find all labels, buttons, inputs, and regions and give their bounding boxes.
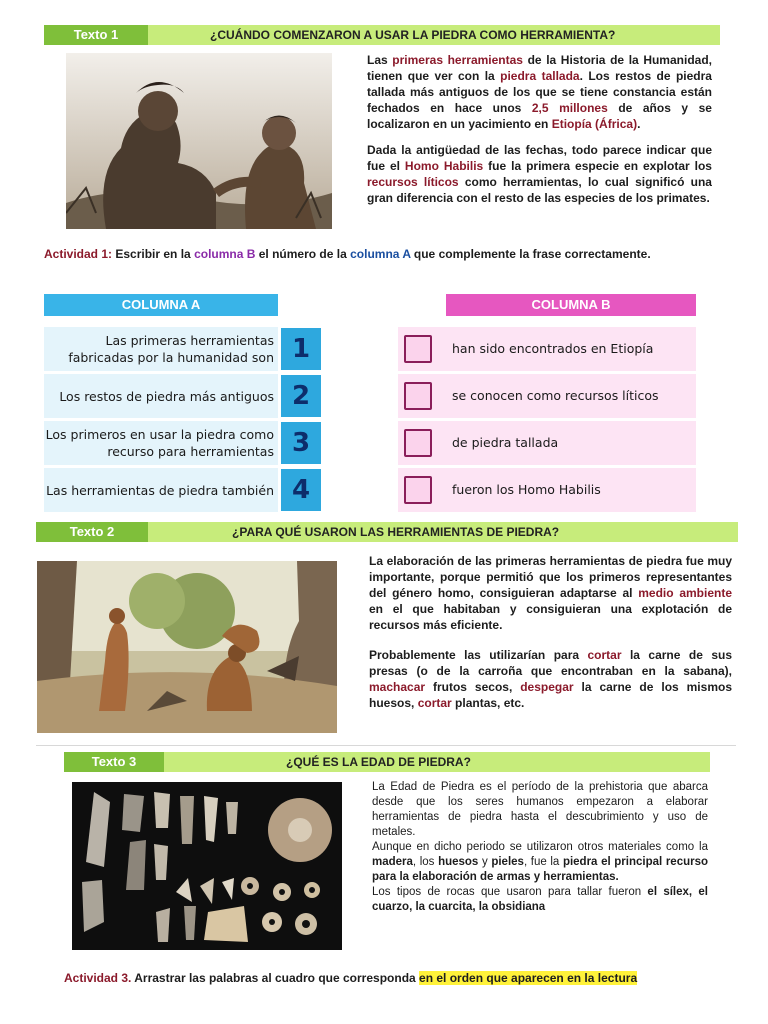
- keyword: cortar: [587, 648, 622, 662]
- text-run: y: [478, 856, 492, 868]
- text-run: la carne de los mismos huesos,: [369, 680, 732, 710]
- actividad-3-instruction: [64, 971, 637, 985]
- highlighted-text: en el orden que aparecen en la lectura: [419, 971, 638, 985]
- activity-label: Actividad 3.: [64, 971, 132, 985]
- keyword: el sílex, el cuarzo, la cuarcita, la obsidiana: [372, 886, 708, 913]
- columna-a-header: COLUMNA A: [44, 294, 278, 316]
- text-run: .: [637, 117, 641, 131]
- keyword: huesos: [438, 856, 479, 868]
- texto3-tag: Texto 3: [64, 752, 164, 772]
- text-run: como herramientas, lo cual significó una gran diferencia con el resto de las especies de los primates.: [367, 175, 712, 205]
- text-run: de años y se localizaron en un yacimiento en: [367, 101, 712, 131]
- prehistoric-scene-icon: [37, 561, 337, 733]
- keyword: piedra tallada: [500, 69, 580, 83]
- texto2-body: [369, 553, 732, 721]
- texto3-paragraph-2: [372, 840, 708, 885]
- columna-a-item-3: [44, 421, 278, 465]
- early-humans-icon: [66, 53, 332, 229]
- text-run: en el que habitaban y consiguieran una explotación de recursos más eficiente.: [369, 602, 732, 632]
- text-run: Dada la antigüedad de las fechas, todo parece indicar que fue el: [367, 143, 712, 173]
- keyword: Homo Habilis: [404, 159, 484, 173]
- text-run: Arrastrar las palabras al cuadro que corresponda: [131, 971, 420, 985]
- columna-b-text-4: fueron los Homo Habilis: [452, 482, 601, 497]
- columna-a-item-1: [44, 327, 278, 371]
- texto3-header: [64, 752, 710, 772]
- answer-box-3[interactable]: [404, 429, 432, 457]
- keyword: 2,5 millones: [531, 101, 608, 115]
- text-run: plantas, etc.: [451, 696, 525, 710]
- text-run: fue la primera especie en explotar los: [483, 159, 712, 173]
- texto3-body: [372, 780, 708, 915]
- keyword: cortar: [417, 696, 452, 710]
- keyword: madera: [372, 856, 413, 868]
- actividad-1-instruction: [44, 247, 651, 261]
- texto1-body: [367, 52, 712, 216]
- texto2-paragraph-2: [369, 647, 732, 711]
- texto2-tag: Texto 2: [36, 522, 148, 542]
- text-run: Los tipos de rocas que usaron para tallar fueron: [372, 886, 648, 898]
- columna-a-item-2: [44, 374, 278, 418]
- text-run: La elaboración de las primeras herramientas de piedra fue muy importante, porque permitió que los primeros representantes del: [369, 554, 732, 600]
- answer-box-1[interactable]: [404, 335, 432, 363]
- columna-a-number-1: 1: [281, 328, 321, 370]
- section-divider: [36, 745, 736, 746]
- text-run: Las: [367, 53, 393, 67]
- text-run: , los: [412, 856, 439, 868]
- texto1-title: ¿CUÁNDO COMENZARON A USAR LA PIEDRA COMO HERRAMIENTA?: [210, 28, 616, 42]
- early-humans-illustration: [66, 53, 332, 229]
- texto1-paragraph-2: [367, 142, 712, 206]
- keyword: género homo: [392, 586, 471, 600]
- texto3-paragraph-1: La Edad de Piedra es el período de la prehistoria que abarca desde que los seres humanos empezaron a elaborar herramientas de piedra hasta el descubrimiento y uso de metales.: [372, 781, 708, 838]
- columna-b-header: COLUMNA B: [446, 294, 696, 316]
- text-run: la carne de sus presas (o de la carroña que encontraban en la sabana),: [369, 648, 732, 678]
- keyword: recursos líticos: [367, 175, 459, 189]
- columna-a-text: Los restos de piedra más antiguos: [59, 388, 274, 404]
- keyword: columna B: [194, 247, 256, 261]
- stone-tools-icon: [72, 782, 342, 950]
- text-run: frutos secos,: [425, 680, 521, 694]
- answer-box-4[interactable]: [404, 476, 432, 504]
- keyword: pieles: [491, 856, 524, 868]
- columna-b-text-1: han sido encontrados en Etiopía: [452, 341, 654, 356]
- texto1-paragraph-1: [367, 52, 712, 132]
- texto1-tag: Texto 1: [44, 25, 148, 45]
- columna-a-text: Los primeros en usar la piedra como recurso para herramientas: [45, 427, 274, 459]
- texto1-header: [44, 25, 720, 45]
- columna-a-number-2: 2: [281, 375, 321, 417]
- keyword: piedra el principal recurso para la elaboración de armas y herramientas.: [372, 856, 709, 883]
- columna-a-text: Las primeras herramientas fabricadas por la humanidad son: [68, 333, 274, 365]
- prehistoric-scene-illustration: [37, 561, 337, 733]
- activity-label: Actividad 1:: [44, 247, 113, 261]
- text-run: , consiguieran adaptarse al: [470, 586, 639, 600]
- texto3-paragraph-3: [372, 885, 708, 915]
- text-run: Probablemente las utilizarían para: [369, 648, 588, 662]
- stone-tools-photo: [72, 782, 342, 950]
- texto2-header: [36, 522, 738, 542]
- text-run: de la Historia de la Humanidad, tienen que ver con la: [367, 53, 712, 83]
- texto2-title: ¿PARA QUÉ USARON LAS HERRAMIENTAS DE PIEDRA?: [232, 525, 560, 539]
- keyword: columna A: [350, 247, 411, 261]
- columna-a-number-3: 3: [281, 422, 321, 464]
- keyword: medio ambiente: [638, 586, 733, 600]
- text-run: el número de la: [255, 247, 351, 261]
- keyword: Etiopía (África): [551, 117, 638, 131]
- columna-b-text-3: de piedra tallada: [452, 435, 559, 450]
- text-run: que complemente la frase correctamente.: [410, 247, 651, 261]
- text-run: , fue la: [523, 856, 563, 868]
- text-run: Escribir en la: [112, 247, 195, 261]
- answer-box-2[interactable]: [404, 382, 432, 410]
- columna-b-text-2: se conocen como recursos líticos: [452, 388, 659, 403]
- columna-a-item-4: [44, 468, 278, 512]
- keyword: machacar: [369, 680, 426, 694]
- texto3-title: ¿QUÉ ES LA EDAD DE PIEDRA?: [286, 755, 471, 769]
- keyword: despegar: [520, 680, 574, 694]
- texto2-paragraph-1: [369, 553, 732, 633]
- columna-a-text: Las herramientas de piedra también: [46, 482, 274, 498]
- keyword: primeras herramientas: [392, 53, 523, 67]
- columna-a-number-4: 4: [281, 469, 321, 511]
- text-run: Aunque en dicho periodo se utilizaron otros materiales como la: [372, 841, 708, 853]
- text-run: . Los restos de piedra tallada más antiguos de los que se tiene constancia están fechados en hace unos: [367, 69, 712, 115]
